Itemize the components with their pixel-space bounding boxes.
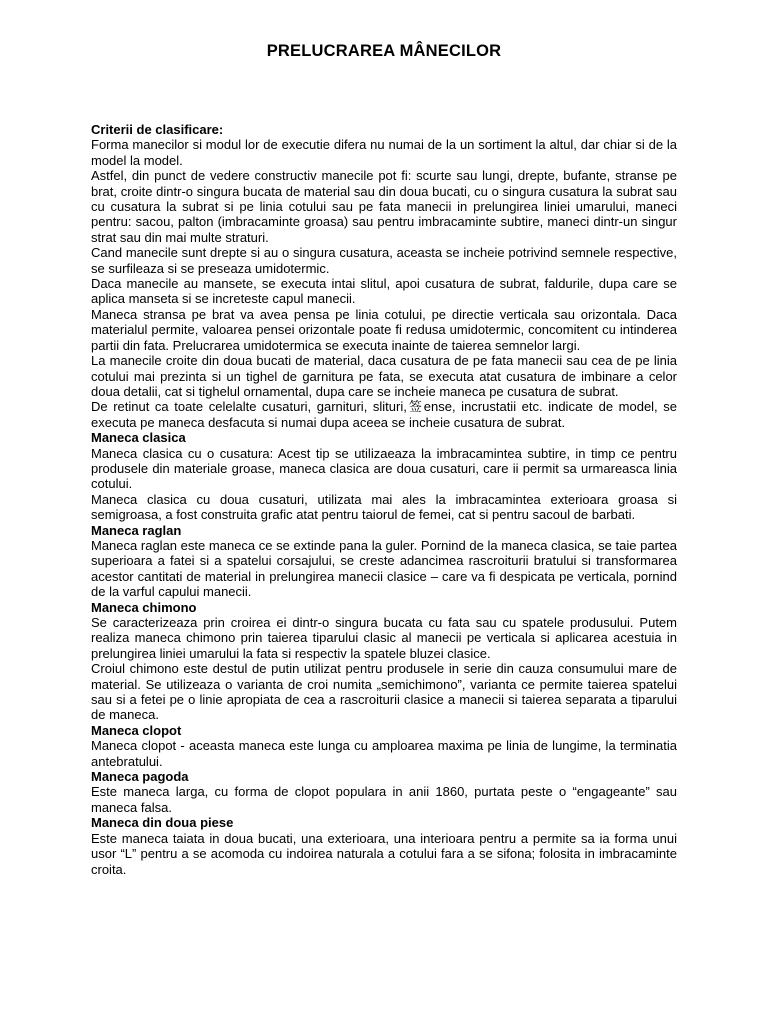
paragraph: Croiul chimono este destul de putin utilizat pentru produsele in serie din cauza consumului mare de material. Se utilizeaza o varianta de croi numita „semichimono”, varianta ce permite taierea spatelui sau si a fetei pe o linie apropiata de cea a rascroiturii clasice a manecii si taierea separata a tiparului de maneca. [91, 661, 677, 723]
paragraph: Forma manecilor si modul lor de executie difera nu numai de la un sortiment la altul, dar chiar si de la model la model. [91, 137, 677, 168]
paragraph: De retinut ca toate celelalte cusaturi, garnituri, slituri,签ense, incrustatii etc. indicate de model, se executa pe maneca desfacuta si numai dupa aceea se incheie cusatura de subrat. [91, 399, 677, 430]
section-heading: Maneca clopot [91, 722, 182, 738]
section-heading: Criterii de clasificare: [91, 122, 224, 137]
paragraph: Maneca raglan este maneca ce se extinde pana la guler. Pornind de la maneca clasica, se taie partea superioara a fatei si a spatelui corsajului, se creste adancimea rascroiturii bratului si transformarea acestor cantitati de material in prelungirea manecii clasice – care va fi despicata pe verticala, pornind de la varful capului manecii. [91, 537, 677, 600]
section-heading: Maneca clasica [91, 430, 186, 446]
section-heading: Maneca din doua piese [91, 815, 234, 831]
paragraph: Maneca stransa pe brat va avea pensa pe linia cotului, pe directie verticala sau orizontala. Daca materialul permite, valoarea pensei orizontale poate fi redusa umidotermic, concomitent cu intinderea partii din fata. Prelucrarea umidotermica se executa inainte de taierea semnelor largi. [91, 306, 677, 353]
paragraph: La manecile croite din doua bucati de material, daca cusatura de pe fata manecii sau cea de pe linia cotului mai prezinta si un tighel de garnitura pe fata, se executa atat cusatura de imbinare a celor doua detalii, cat si tighelul ornamental, dupa care se incheie maneca pe cusatura de subrat. [91, 353, 677, 399]
page-title: PRELUCRAREA MÂNECILOR [266, 42, 502, 60]
section-heading: Maneca chimono [91, 599, 197, 615]
paragraph: Maneca clasica cu o cusatura: Acest tip se utilizaeaza la imbracamintea subtire, in timp ce pentru produsele din materiale groase, maneca clasica are doua cusaturi, care ii permit sa urmareasca linia cotului. [91, 445, 677, 492]
paragraph: Cand manecile sunt drepte si au o singura cusatura, aceasta se incheie potrivind semnele respective, se surfileaza si se preseaza umidotermic. [91, 245, 677, 276]
paragraph: Este maneca taiata in doua bucati, una exterioara, una interioara pentru a permite sa ia forma unui usor “L” pentru a se acomoda cu indoirea naturala a cotului fara a se sifona; folosita in imbracaminte croita. [91, 830, 677, 877]
paragraph: Astfel, din punct de vedere constructiv manecile pot fi: scurte sau lungi, drepte, bufante, stranse pe brat, croite dintr-o singura bucata de material sau din doua bucati, cu o singura cusatura la subrat sau cu cusatura la subrat si pe linia cotului sau pe fata manecii in prelungirea liniei umarului, maneci pentru: sacou, palton (imbracaminte groasa) sau pentru imbracaminte subtire, maneci dintr-un singur strat sau din mai multe straturi. [91, 168, 677, 245]
paragraph: Se caracterizeaza prin croirea ei dintr-o singura bucata cu fata sau cu spatele produsului. Putem realiza maneca chimono prin taierea tiparului clasic al manecii pe verticala si aplicarea acestuia in prelungirea liniei umarului la fata si respectiv la spatele bluzei clasice. [91, 615, 677, 661]
paragraph: Este maneca larga, cu forma de clopot populara in anii 1860, purtata peste o “engageante” sau maneca falsa. [91, 784, 677, 815]
paragraph: Maneca clasica cu doua cusaturi, utilizata mai ales la imbracamintea exterioara groasa si semigroasa, a fost construita grafic atat pentru taiorul de femei, cat si pentru sacoul de barbati. [91, 491, 677, 523]
paragraph: Maneca clopot - aceasta maneca este lunga cu amploarea maxima pe linia de lungime, la terminatia antebratului. [91, 738, 677, 769]
section-heading: Maneca raglan [91, 522, 182, 538]
document-body [91, 122, 677, 877]
paragraph: Daca manecile au mansete, se executa intai slitul, apoi cusatura de subrat, faldurile, dupa care se aplica manseta si se increteste capul manecii. [91, 276, 677, 307]
section-heading: Maneca pagoda [91, 769, 189, 785]
